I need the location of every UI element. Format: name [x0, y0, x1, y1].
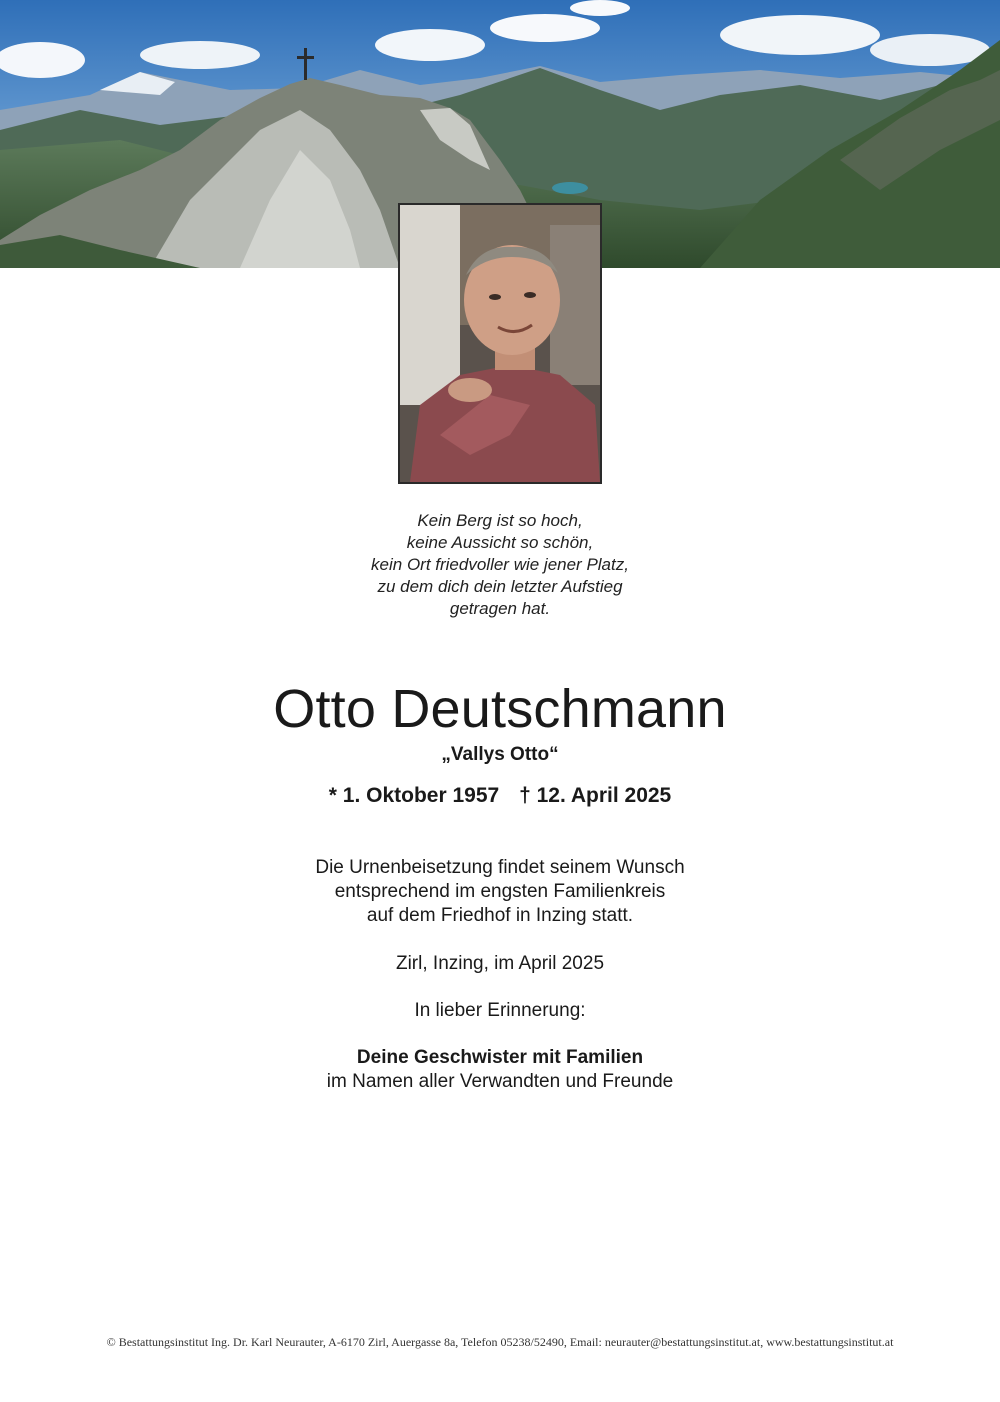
burial-notice [0, 856, 1000, 928]
signers-primary: Deine Geschwister mit Familien [356, 1047, 644, 1068]
remembrance-line: In lieber Erinnerung: [414, 1000, 586, 1021]
notice-line: entsprechend im engsten Familienkreis [334, 881, 666, 902]
verse-line: zu dem dich dein letzter Aufstieg [377, 577, 623, 596]
verse-line: keine Aussicht so schön, [406, 533, 594, 552]
memorial-verse [0, 510, 1000, 620]
verse-line: kein Ort friedvoller wie jener Platz, [371, 555, 629, 574]
notice-line: auf dem Friedhof in Inzing statt. [366, 905, 634, 926]
signers [0, 1046, 1000, 1094]
death-date: 12. April 2025 [536, 784, 672, 807]
deceased-name: Otto Deutschmann [273, 679, 727, 739]
life-dates [0, 783, 1000, 809]
notice-line: Die Urnenbeisetzung findet seinem Wunsch [315, 857, 685, 878]
footer-imprint: © Bestattungsinstitut Ing. Dr. Karl Neurauter, A-6170 Zirl, Auergasse 8a, Telefon 05238/52490, Email: neurauter@bestattungsinstitut.at, www.bestattungsinstitut.at [106, 1335, 894, 1349]
deceased-nickname: „Vallys Otto“ [441, 744, 559, 765]
verse-line: Kein Berg ist so hoch, [417, 511, 583, 530]
signers-secondary: im Namen aller Verwandten und Freunde [326, 1071, 674, 1092]
verse-line: getragen hat. [449, 599, 551, 618]
place-date: Zirl, Inzing, im April 2025 [395, 953, 605, 974]
birth-date: 1. Oktober 1957 [342, 784, 500, 807]
portrait-photo [398, 203, 602, 484]
death-symbol: † [519, 784, 531, 807]
birth-symbol: * [328, 784, 337, 807]
